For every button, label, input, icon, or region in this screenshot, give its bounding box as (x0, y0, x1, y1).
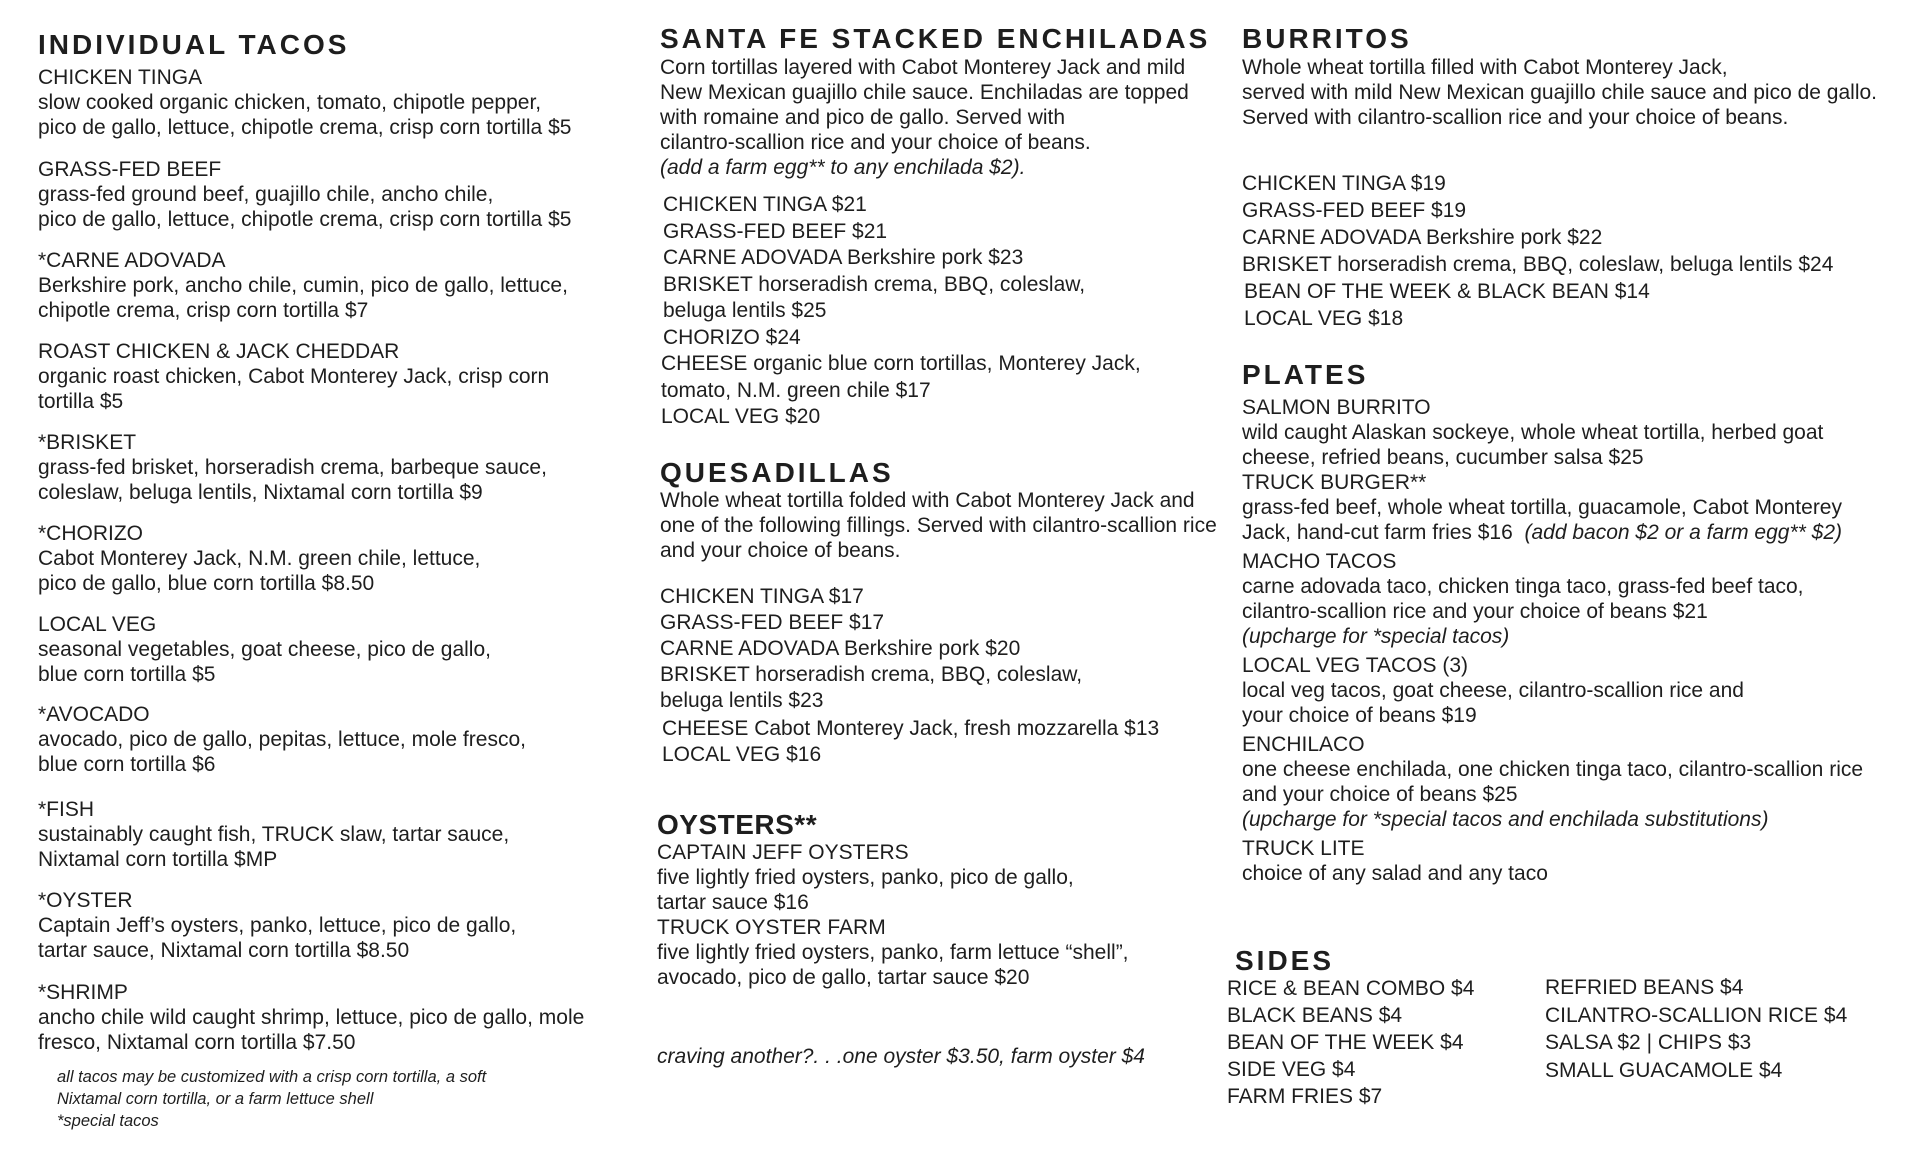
plate-desc: wild caught Alaskan sockeye, whole wheat tortilla, herbed goat (1242, 421, 1824, 444)
taco-item (38, 65, 571, 140)
taco-desc: sustainably caught fish, TRUCK slaw, tartar sauce, (38, 823, 510, 846)
plate-note: (upcharge for *special tacos and enchilada substitutions) (1242, 808, 1769, 831)
intro-line: Whole wheat tortilla folded with Cabot Monterey Jack and (660, 489, 1195, 512)
intro-line: served with mild New Mexican guajillo chile sauce and pico de gallo. (1242, 81, 1877, 104)
plate-desc: cilantro-scallion rice and your choice of beans $21 (1242, 600, 1708, 623)
taco-item (38, 339, 549, 414)
taco-name: *SHRIMP (38, 981, 128, 1004)
plate-addon-note: (add bacon $2 or a farm egg** $2) (1524, 521, 1843, 544)
sides-left (1227, 975, 1474, 1110)
plates-list (1242, 395, 1863, 886)
plate-desc: carne adovada taco, chicken tinga taco, grass-fed beef taco, (1242, 575, 1804, 598)
plate-desc: choice of any salad and any taco (1242, 862, 1548, 885)
menu-item: beluga lentils $23 (660, 689, 824, 712)
taco-desc: blue corn tortilla $6 (38, 753, 216, 776)
enchiladas-note: (add a farm egg** to any enchilada $2). (660, 156, 1026, 179)
intro-line: Whole wheat tortilla filled with Cabot Monterey Jack, (1242, 56, 1728, 79)
plate-desc: local veg tacos, goat cheese, cilantro-scallion rice and (1242, 679, 1744, 702)
menu-item: CHICKEN TINGA $17 (660, 585, 864, 608)
intro-line: one of the following fillings. Served with cilantro-scallion rice (660, 514, 1217, 537)
menu-item: BEAN OF THE WEEK & BLACK BEAN $14 (1244, 280, 1650, 303)
taco-item (38, 980, 584, 1055)
taco-desc: fresco, Nixtamal corn tortilla $7.50 (38, 1031, 356, 1054)
menu-item: BRISKET horseradish crema, BBQ, coleslaw, beluga lentils $24 (1242, 253, 1834, 276)
intro-line: Corn tortillas layered with Cabot Monterey Jack and mild (660, 56, 1186, 79)
quesadillas-heading: QUESADILLAS (660, 457, 894, 488)
taco-desc: Berkshire pork, ancho chile, cumin, pico de gallo, lettuce, (38, 274, 568, 297)
oysters-heading: OYSTERS** (657, 809, 818, 840)
plate-desc (1242, 520, 1863, 545)
side-item: CILANTRO-SCALLION RICE $4 (1545, 1003, 1848, 1027)
sides-heading: SIDES (1235, 945, 1335, 976)
oysters-tagline: craving another?. . .one oyster $3.50, farm oyster $4 (657, 1045, 1145, 1068)
taco-footnotes (57, 1066, 486, 1132)
plate-name: TRUCK BURGER** (1242, 471, 1427, 494)
taco-item (38, 157, 571, 232)
menu-item: TRUCK OYSTER FARM (657, 916, 886, 939)
side-item: SIDE VEG $4 (1227, 1058, 1356, 1081)
side-item: RICE & BEAN COMBO $4 (1227, 977, 1475, 1000)
taco-desc: Cabot Monterey Jack, N.M. green chile, lettuce, (38, 547, 481, 570)
taco-name: LOCAL VEG (38, 613, 157, 636)
menu-item: LOCAL VEG $16 (662, 743, 822, 766)
plate-name: LOCAL VEG TACOS (3) (1242, 654, 1469, 677)
taco-name: *CARNE ADOVADA (38, 249, 226, 272)
menu-item: BRISKET horseradish crema, BBQ, coleslaw, (663, 272, 1086, 296)
intro-line: with romaine and pico de gallo. Served with (660, 106, 1066, 129)
menu-item: CAPTAIN JEFF OYSTERS (657, 841, 909, 864)
menu-item: GRASS-FED BEEF $21 (663, 219, 888, 243)
taco-desc: ancho chile wild caught shrimp, lettuce, pico de gallo, mole (38, 1006, 585, 1029)
taco-desc: Captain Jeff’s oysters, panko, lettuce, pico de gallo, (38, 914, 517, 937)
quesadillas-intro (660, 488, 1217, 563)
menu-item: GRASS-FED BEEF $19 (1242, 199, 1467, 222)
taco-item (38, 430, 547, 505)
taco-desc: pico de gallo, blue corn tortilla $8.50 (38, 572, 375, 595)
enchiladas-items (663, 192, 1141, 431)
footnote-line: all tacos may be customized with a crisp corn tortilla, a soft (57, 1068, 487, 1086)
side-item: SALSA $2 | CHIPS $3 (1545, 1031, 1752, 1054)
taco-name: *BRISKET (38, 431, 137, 454)
individual-tacos-heading: INDIVIDUAL TACOS (38, 29, 350, 60)
side-item: FARM FRIES $7 (1227, 1085, 1383, 1108)
sides-right (1545, 974, 1847, 1084)
taco-name: *AVOCADO (38, 703, 150, 726)
menu-item: CHEESE organic blue corn tortillas, Monterey Jack, (661, 352, 1141, 375)
burritos-items (1242, 170, 1833, 332)
plate-desc: one cheese enchilada, one chicken tinga taco, cilantro-scallion rice (1242, 758, 1864, 781)
taco-name: GRASS-FED BEEF (38, 158, 222, 181)
taco-item (38, 521, 480, 596)
taco-desc: seasonal vegetables, goat cheese, pico de gallo, (38, 638, 491, 661)
taco-desc: tartar sauce, Nixtamal corn tortilla $8.50 (38, 939, 410, 962)
intro-line: New Mexican guajillo chile sauce. Enchiladas are topped (660, 81, 1189, 104)
plate-desc: your choice of beans $19 (1242, 704, 1477, 727)
plate-name: ENCHILACO (1242, 733, 1365, 756)
menu-item: beluga lentils $25 (663, 299, 827, 322)
burritos-intro (1242, 55, 1877, 130)
taco-desc: pico de gallo, lettuce, chipotle crema, crisp corn tortilla $5 (38, 208, 572, 231)
menu-item: LOCAL VEG $18 (1244, 307, 1404, 330)
plate-name: MACHO TACOS (1242, 550, 1397, 573)
taco-desc: coleslaw, beluga lentils, Nixtamal corn tortilla $9 (38, 481, 483, 504)
menu-item: five lightly fried oysters, panko, farm lettuce “shell”, (657, 941, 1129, 964)
taco-item (38, 612, 491, 687)
taco-item (38, 248, 568, 323)
taco-desc: slow cooked organic chicken, tomato, chipotle pepper, (38, 91, 542, 114)
footnote-line: Nixtamal corn tortilla, or a farm lettuce shell (57, 1090, 374, 1108)
menu-item: tomato, N.M. green chile $17 (661, 378, 931, 402)
intro-line: Served with cilantro-scallion rice and your choice of beans. (1242, 106, 1789, 129)
taco-desc: chipotle crema, crisp corn tortilla $7 (38, 299, 369, 322)
menu-item: BRISKET horseradish crema, BBQ, coleslaw, (660, 663, 1083, 686)
menu-item: GRASS-FED BEEF $17 (660, 611, 885, 634)
intro-line: cilantro-scallion rice and your choice of beans. (660, 131, 1091, 154)
menu-item: CARNE ADOVADA Berkshire pork $23 (663, 246, 1024, 269)
menu-item: tartar sauce $16 (657, 891, 809, 914)
taco-item (38, 797, 509, 872)
plates-heading: PLATES (1242, 359, 1369, 390)
taco-name: CHICKEN TINGA (38, 66, 203, 89)
side-item: BEAN OF THE WEEK $4 (1227, 1031, 1464, 1054)
plate-name: SALMON BURRITO (1242, 396, 1431, 419)
taco-item (38, 888, 516, 963)
side-item: REFRIED BEANS $4 (1545, 976, 1744, 999)
menu-item: avocado, pico de gallo, tartar sauce $20 (657, 966, 1030, 989)
taco-name: *OYSTER (38, 889, 133, 912)
taco-item (38, 702, 526, 777)
burritos-heading: BURRITOS (1242, 23, 1412, 54)
taco-name: ROAST CHICKEN & JACK CHEDDAR (38, 340, 400, 363)
taco-name: *FISH (38, 798, 95, 821)
menu-item: CHICKEN TINGA $19 (1242, 172, 1446, 195)
side-item: SMALL GUACAMOLE $4 (1545, 1058, 1783, 1082)
side-item: BLACK BEANS $4 (1227, 1004, 1403, 1027)
taco-desc: avocado, pico de gallo, pepitas, lettuce, mole fresco, (38, 728, 526, 751)
plate-desc: grass-fed beef, whole wheat tortilla, guacamole, Cabot Monterey (1242, 496, 1842, 519)
quesadillas-items (660, 584, 1159, 768)
taco-desc: tortilla $5 (38, 390, 124, 413)
plate-desc: and your choice of beans $25 (1242, 783, 1518, 806)
menu-item: CARNE ADOVADA Berkshire pork $20 (660, 637, 1021, 660)
taco-desc: pico de gallo, lettuce, chipotle crema, crisp corn tortilla $5 (38, 116, 572, 139)
taco-desc: organic roast chicken, Cabot Monterey Jack, crisp corn (38, 365, 550, 388)
plate-desc-text: Jack, hand-cut farm fries $16 (1242, 521, 1513, 544)
menu-item: CHEESE Cabot Monterey Jack, fresh mozzarella $13 (662, 717, 1160, 740)
plate-note: (upcharge for *special tacos) (1242, 625, 1510, 648)
enchiladas-intro (660, 55, 1189, 180)
intro-line: and your choice of beans. (660, 539, 901, 562)
plate-name: TRUCK LITE (1242, 837, 1365, 860)
menu-item: CHICKEN TINGA $21 (663, 193, 867, 216)
taco-desc: grass-fed ground beef, guajillo chile, ancho chile, (38, 183, 494, 206)
menu-item: LOCAL VEG $20 (661, 405, 821, 428)
menu-item: five lightly fried oysters, panko, pico de gallo, (657, 866, 1074, 889)
plate-desc: cheese, refried beans, cucumber salsa $25 (1242, 446, 1644, 469)
taco-desc: grass-fed brisket, horseradish crema, barbeque sauce, (38, 456, 547, 479)
oysters-list (657, 840, 1129, 990)
menu-item: CHORIZO $24 (663, 325, 801, 349)
taco-desc: blue corn tortilla $5 (38, 663, 216, 686)
enchiladas-heading: SANTA FE STACKED ENCHILADAS (660, 23, 1211, 54)
footnote-line: *special tacos (57, 1112, 159, 1130)
taco-name: *CHORIZO (38, 522, 143, 545)
taco-desc: Nixtamal corn tortilla $MP (38, 848, 278, 871)
menu-item: CARNE ADOVADA Berkshire pork $22 (1242, 226, 1603, 249)
